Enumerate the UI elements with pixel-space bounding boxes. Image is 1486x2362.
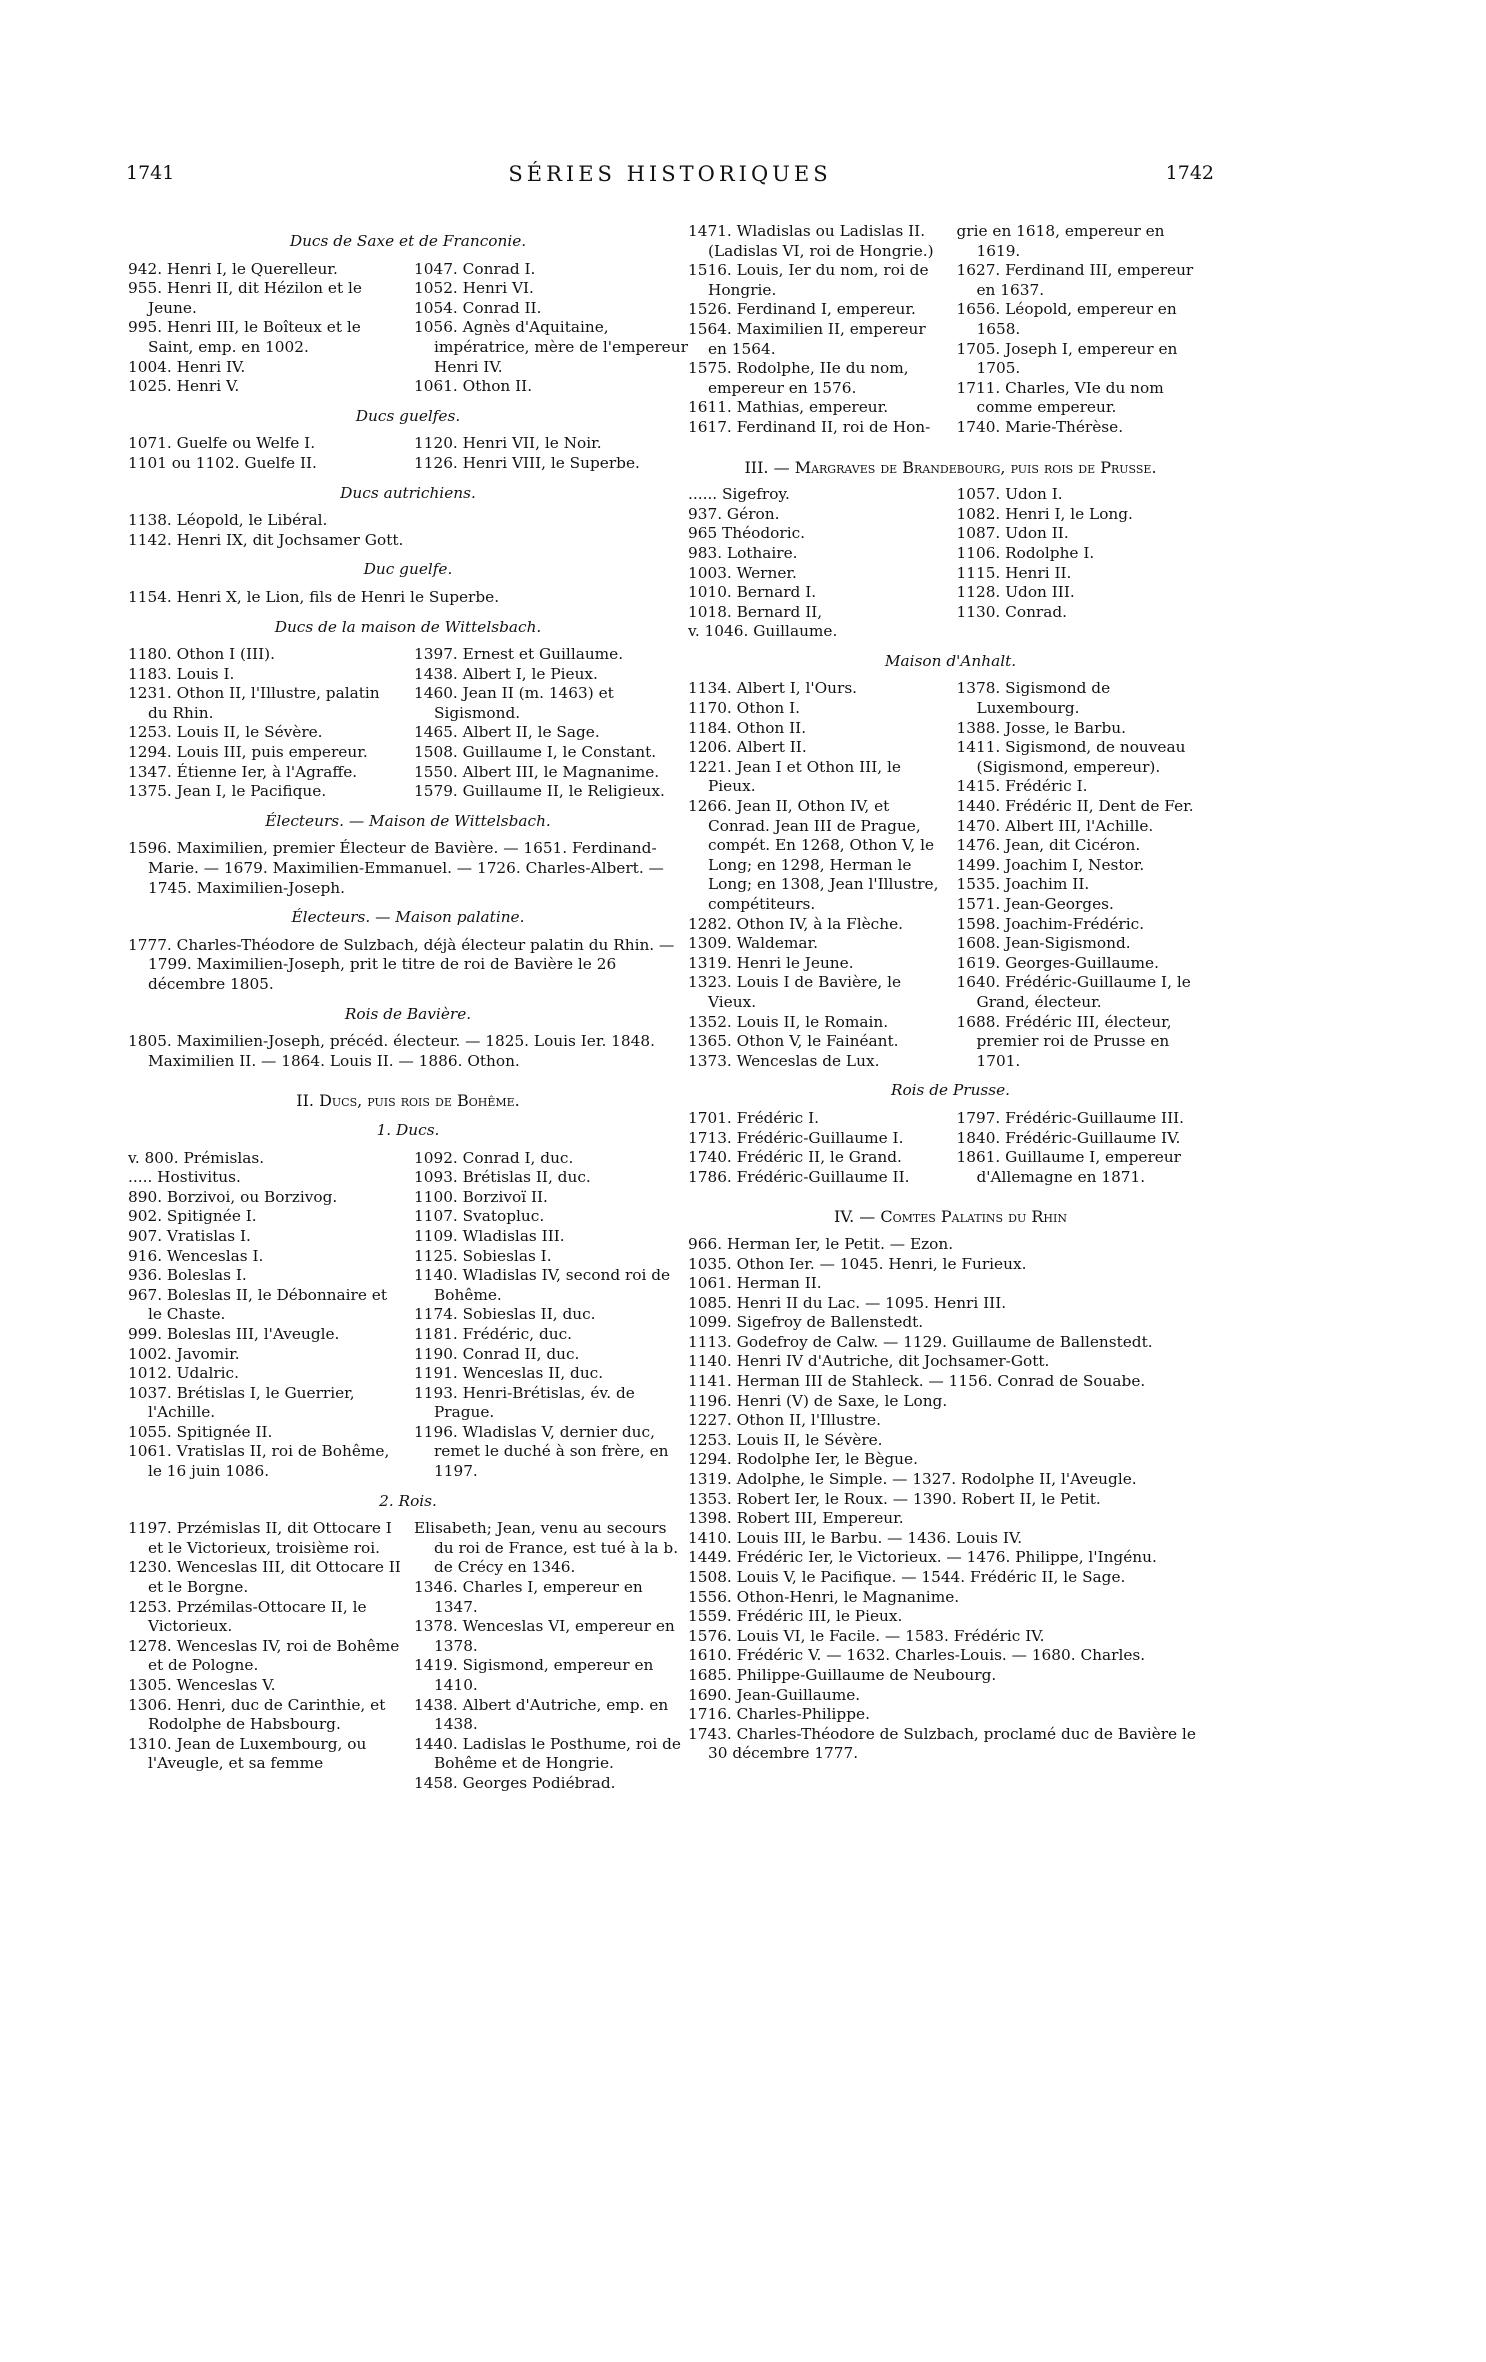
entry: 1134. Albert I, l'Ours. <box>688 679 858 698</box>
entry: 1140. Wladislas IV, second roi de Bohême. <box>414 1266 671 1304</box>
entry: 1183. Louis I. <box>128 664 235 683</box>
entry: 1508. Louis V, le Pacifique. — 1544. Frédéric II, le Sage. <box>688 1568 1126 1586</box>
entry-column <box>128 1149 402 1482</box>
entry-columns <box>688 222 1213 438</box>
entry: 1640. Frédéric-Guillaume I, le Grand, électeur. <box>956 973 1191 1011</box>
entry: 983. Lothaire. <box>688 543 798 562</box>
entry: 1310. Jean de Luxembourg, ou l'Aveugle, et sa femme <box>128 1734 367 1773</box>
entry: 1598. Joachim-Frédéric. <box>956 914 1145 933</box>
entry-columns <box>128 588 688 608</box>
entry: 1061. Vratislas II, roi de Bohême, le 16 juin 1086. <box>128 1442 390 1481</box>
entry: 1294. Louis III, puis empereur. <box>128 743 368 762</box>
entry: 1797. Frédéric-Guillaume III. <box>956 1108 1185 1127</box>
entry: 1061. Herman II. <box>688 1274 822 1293</box>
section-block <box>128 618 688 802</box>
entry: 1197. Przémislas II, dit Ottocare I et le Victorieux, troisième roi. <box>128 1519 392 1557</box>
entry: ..... Hostivitus. <box>128 1168 241 1187</box>
running-title: SÉRIES HISTORIQUES <box>508 162 832 186</box>
entry: 1398. Robert III, Empereur. <box>688 1509 904 1528</box>
entry: 1221. Jean I et Othon III, le Pieux. <box>688 757 901 796</box>
entry: 1701. Frédéric I. <box>688 1108 820 1127</box>
entry: 1054. Conrad II. <box>414 298 542 317</box>
entry-columns <box>688 485 1213 642</box>
entry: 1460. Jean II (m. 1463) et Sigismond. <box>414 684 614 722</box>
entry: 1375. Jean I, le Pacifique. <box>128 782 327 801</box>
entry: 1564. Maximilien II, empereur en 1564. <box>688 319 926 358</box>
entry: 1411. Sigismond, de nouveau (Sigismond, empereur). <box>956 738 1186 776</box>
section-block <box>128 232 688 397</box>
entry: 1319. Henri le Jeune. <box>688 953 854 972</box>
entry: 1085. Henri II du Lac. — 1095. Henri III. <box>688 1293 1007 1312</box>
entry: 1196. Wladislas V, dernier duc, remet le duché à son frère, en 1197. <box>414 1422 669 1481</box>
entry-column <box>957 1109 1214 1187</box>
entry: 1130. Conrad. <box>956 602 1068 621</box>
entry: 1184. Othon II. <box>688 718 807 737</box>
entry-columns <box>128 511 688 550</box>
entry: 1052. Henri VI. <box>414 279 534 298</box>
entry: 1309. Waldemar. <box>688 934 819 953</box>
entry: 955. Henri II, dit Hézilon et le Jeune. <box>128 279 362 317</box>
entry-column <box>128 511 688 550</box>
section-title: IV. — Comtes Palatins du Rhin <box>834 1207 1067 1227</box>
entry: ...... Sigefroy. <box>688 485 790 504</box>
entry: 1685. Philippe-Guillaume de Neubourg. <box>688 1665 997 1684</box>
section-block <box>128 407 688 474</box>
entry: 1611. Mathias, empereur. <box>688 398 889 417</box>
entry: 1037. Brétislas I, le Guerrier, l'Achille. <box>128 1383 355 1422</box>
section-heading: 1. Ducs. <box>376 1120 440 1139</box>
entry: 1353. Robert Ier, le Roux. — 1390. Robert II, le Petit. <box>688 1489 1101 1508</box>
right-column <box>688 222 1213 1772</box>
entry: v. 1046. Guillaume. <box>688 622 838 641</box>
entry: 1142. Henri IX, dit Jochsamer Gott. <box>128 530 404 549</box>
entry: 1438. Albert I, le Pieux. <box>414 664 598 683</box>
entry: 1575. Rodolphe, IIe du nom, empereur en 1576. <box>688 359 909 397</box>
entry: 1181. Frédéric, duc. <box>414 1324 573 1343</box>
section-heading: Rois de Prusse. <box>890 1081 1011 1100</box>
entry: 1840. Frédéric-Guillaume IV. <box>956 1128 1181 1147</box>
entry: 1397. Ernest et Guillaume. <box>414 645 624 664</box>
section-heading: Maison d'Anhalt. <box>884 651 1017 670</box>
entry-column <box>414 434 688 473</box>
entry: 1535. Joachim II. <box>956 875 1090 894</box>
entry: 1012. Udalric. <box>128 1364 239 1383</box>
entry: 1471. Wladislas ou Ladislas II. (Ladislas VI, roi de Hongrie.) <box>688 222 934 260</box>
entry-column <box>128 645 402 802</box>
entry: 1106. Rodolphe I. <box>956 543 1095 562</box>
entry: 1419. Sigismond, empereur en 1410. <box>414 1656 654 1694</box>
entry: 907. Vratislas I. <box>128 1226 251 1245</box>
entry-column <box>957 679 1214 1071</box>
section-block <box>128 1091 688 1111</box>
entry: grie en 1618, empereur en 1619. <box>956 222 1165 260</box>
left-column <box>128 222 688 1802</box>
entry: 1656. Léopold, empereur en 1658. <box>956 300 1177 338</box>
entry: 1458. Georges Podiébrad. <box>414 1773 616 1792</box>
section-title: II. Ducs, puis rois de Bohême. <box>296 1091 520 1111</box>
entry: 1061. Othon II. <box>414 377 533 396</box>
entry: 1294. Rodolphe Ier, le Bègue. <box>688 1450 918 1469</box>
entry-columns <box>128 1149 688 1482</box>
entry: 1347. Étienne Ier, à l'Agraffe. <box>128 762 358 781</box>
entry: 1035. Othon Ier. — 1045. Henri, le Furieux. <box>688 1254 1027 1273</box>
entry-column <box>414 260 688 397</box>
entry: 1440. Ladislas le Posthume, roi de Bohême et de Hongrie. <box>414 1734 681 1773</box>
section-block <box>128 484 688 551</box>
section-heading: 2. Rois. <box>379 1491 437 1510</box>
entry: 1365. Othon V, le Fainéant. <box>688 1032 899 1051</box>
entry: 1740. Marie-Thérèse. <box>956 417 1124 436</box>
entry: 1526. Ferdinand I, empereur. <box>688 300 916 319</box>
entry: 1002. Javomir. <box>128 1344 240 1363</box>
entry: 1100. Borzivoï II. <box>414 1187 548 1206</box>
entry: 1099. Sigefroy de Ballenstedt. <box>688 1313 924 1332</box>
entry: 1305. Wenceslas V. <box>128 1676 276 1694</box>
section-paragraph: 1777. Charles-Théodore de Sulzbach, déjà électeur palatin du Rhin. — 1799. Maximilien-Joseph, prit le titre de roi de Bavière le 26 décembre 1805. <box>128 935 675 993</box>
entry: 902. Spitignée I. <box>128 1207 257 1226</box>
section-heading: Ducs guelfes. <box>355 406 461 425</box>
entry: 1170. Othon I. <box>688 699 801 718</box>
entry-column <box>128 588 688 608</box>
section-block <box>128 812 688 898</box>
entry: 1227. Othon II, l'Illustre. <box>688 1411 881 1430</box>
entry-columns <box>688 679 1213 1071</box>
entry: 1055. Spitignée II. <box>128 1422 273 1441</box>
section-block <box>688 652 1213 1071</box>
entry: 1449. Frédéric Ier, le Victorieux. — 1476. Philippe, l'Ingénu. <box>688 1548 1157 1567</box>
entry: 1319. Adolphe, le Simple. — 1327. Rodolphe II, l'Aveugle. <box>688 1470 1137 1489</box>
section-heading: Ducs de Saxe et de Franconie. <box>289 232 527 250</box>
entry: 1716. Charles-Philippe. <box>688 1705 870 1724</box>
entry: 1087. Udon II. <box>956 524 1069 543</box>
entry: 1253. Louis II, le Sévère. <box>128 723 323 742</box>
entry: 1025. Henri V. <box>128 377 240 396</box>
section-heading: Duc guelfe. <box>363 560 453 579</box>
entry: 1550. Albert III, le Magnanime. <box>414 762 660 781</box>
entry: 1688. Frédéric III, électeur, premier roi de Prusse en 1701. <box>956 1012 1172 1070</box>
entry: 942. Henri I, le Querelleur. <box>128 259 338 278</box>
entry: 1388. Josse, le Barbu. <box>956 718 1126 737</box>
entry: 1713. Frédéric-Guillaume I. <box>688 1128 904 1147</box>
entry: 1711. Charles, VIe du nom comme empereur. <box>956 378 1164 417</box>
entry: 1465. Albert II, le Sage. <box>414 723 600 742</box>
entry: 1440. Frédéric II, Dent de Fer. <box>956 797 1194 816</box>
entry: 1231. Othon II, l'Illustre, palatin du Rhin. <box>128 684 380 722</box>
entry: 1579. Guillaume II, le Religieux. <box>414 782 665 801</box>
entry: 1690. Jean-Guillaume. <box>688 1685 861 1704</box>
entry-column <box>688 679 945 1071</box>
entry: 1476. Jean, dit Cicéron. <box>956 836 1141 855</box>
entry: 1378. Sigismond de Luxembourg. <box>956 679 1111 718</box>
entry: 1306. Henri, duc de Carinthie, et Rodolphe de Habsbourg. <box>128 1695 386 1734</box>
entry: 1193. Henri-Brétislas, év. de Prague. <box>414 1383 635 1422</box>
entry: 1174. Sobieslas II, duc. <box>414 1305 596 1324</box>
entry-column <box>688 485 945 642</box>
page-number-right: 1742 <box>1165 162 1214 184</box>
entry: 1125. Sobieslas I. <box>414 1246 552 1265</box>
entry: 1470. Albert III, l'Achille. <box>956 816 1154 835</box>
entry: 1128. Udon III. <box>956 583 1075 602</box>
section-block <box>128 1121 688 1482</box>
entry: 1101 ou 1102. Guelfe II. <box>128 453 317 472</box>
entry: 1141. Herman III de Stahleck. — 1156. Conrad de Souabe. <box>688 1372 1146 1391</box>
section-heading: Ducs autrichiens. <box>340 483 476 502</box>
entry: 1378. Wenceslas VI, empereur en 1378. <box>414 1617 675 1655</box>
entry: 1206. Albert II. <box>688 738 807 757</box>
entry: 936. Boleslas I. <box>128 1266 247 1285</box>
entry: 1861. Guillaume I, empereur d'Allemagne en 1871. <box>956 1148 1181 1186</box>
entry-column <box>414 1149 688 1482</box>
entry: 1499. Joachim I, Nestor. <box>956 855 1145 874</box>
entry: 995. Henri III, le Boîteux et le Saint, emp. en 1002. <box>128 318 361 356</box>
entry-columns <box>128 645 688 802</box>
entry-columns <box>128 260 688 397</box>
section-block <box>688 222 1213 438</box>
entry-columns <box>128 434 688 473</box>
entry: 965 Théodoric. <box>688 524 806 543</box>
entry: 1410. Louis III, le Barbu. — 1436. Louis IV. <box>688 1528 1023 1547</box>
section-block <box>128 908 688 994</box>
entry: 1253. Przémilas-Ottocare II, le Victorieux. <box>128 1597 367 1636</box>
entry: 1120. Henri VII, le Noir. <box>414 434 602 453</box>
entry: 1057. Udon I. <box>956 485 1063 504</box>
section-title: III. — Margraves de Brandebourg, puis rois de Prusse. <box>744 457 1157 477</box>
entry: 1282. Othon IV, à la Flèche. <box>688 914 904 933</box>
section-heading: Rois de Bavière. <box>344 1004 472 1023</box>
entry: 1056. Agnès d'Aquitaine, impératrice, mère de l'empereur Henri IV. <box>414 318 688 376</box>
section-paragraph: 1596. Maximilien, premier Électeur de Bavière. — 1651. Ferdinand-Marie. — 1679. Maximilien-Emmanuel. — 1726. Charles-Albert. — 1745. Maximilien-Joseph. <box>128 839 664 897</box>
entry: 1373. Wenceslas de Lux. <box>688 1051 880 1070</box>
entry: 1093. Brétislas II, duc. <box>414 1168 591 1187</box>
entry-column <box>414 645 688 802</box>
entry: 1352. Louis II, le Romain. <box>688 1012 889 1031</box>
entry: 1154. Henri X, le Lion, fils de Henri le Superbe. <box>128 587 500 606</box>
entry: 1047. Conrad I. <box>414 259 536 278</box>
entry: 1140. Henri IV d'Autriche, dit Jochsamer-Gott. <box>688 1352 1050 1371</box>
entry: 1196. Henri (V) de Saxe, le Long. <box>688 1391 948 1410</box>
entry: 1191. Wenceslas II, duc. <box>414 1364 604 1383</box>
entry: 1627. Ferdinand III, empereur en 1637. <box>956 261 1194 299</box>
entry-column <box>957 485 1214 642</box>
entry: 890. Borzivoi, ou Borzivog. <box>128 1187 338 1206</box>
entry: 1743. Charles-Théodore de Sulzbach, proclamé duc de Bavière le 30 décembre 1777. <box>688 1724 1196 1763</box>
entry: Elisabeth; Jean, venu au secours du roi de France, est tué à la b. de Crécy en 1346. <box>414 1519 679 1577</box>
entry: 1071. Guelfe ou Welfe I. <box>128 434 316 453</box>
entry: 1126. Henri VIII, le Superbe. <box>414 453 640 472</box>
section-heading: Électeurs. — Maison de Wittelsbach. <box>265 811 551 830</box>
section-block <box>688 485 1213 642</box>
section-block <box>688 1207 1213 1227</box>
entry-column <box>128 1519 402 1793</box>
entry: 1619. Georges-Guillaume. <box>956 953 1159 972</box>
page-number-left: 1741 <box>126 162 175 184</box>
section-block <box>688 1235 1213 1764</box>
entry: 1109. Wladislas III. <box>414 1226 565 1245</box>
section-block <box>128 1005 688 1072</box>
section-block <box>128 1492 688 1794</box>
page-header <box>126 162 1214 202</box>
entry: 1115. Henri II. <box>956 563 1072 582</box>
entry: 966. Herman Ier, le Petit. — Ezon. <box>688 1234 954 1253</box>
entry-columns <box>128 1519 688 1793</box>
entry: 1740. Frédéric II, le Grand. <box>688 1148 902 1167</box>
section-block <box>688 1081 1213 1187</box>
entry: 999. Boleslas III, l'Aveugle. <box>128 1324 340 1343</box>
entry: 1705. Joseph I, empereur en 1705. <box>956 339 1178 378</box>
entry-column <box>957 222 1214 438</box>
entry: 1610. Frédéric V. — 1632. Charles-Louis. — 1680. Charles. <box>688 1646 1146 1665</box>
entry: 1559. Frédéric III, le Pieux. <box>688 1607 903 1626</box>
section-heading: Ducs de la maison de Wittelsbach. <box>274 617 542 636</box>
entry: 1438. Albert d'Autriche, emp. en 1438. <box>414 1695 669 1734</box>
entry: 1346. Charles I, empereur en 1347. <box>414 1578 643 1616</box>
section-block <box>688 458 1213 478</box>
entry-column <box>128 260 402 397</box>
entry: 1003. Werner. <box>688 563 797 582</box>
entry: 1138. Léopold, le Libéral. <box>128 511 328 530</box>
entry: 1571. Jean-Georges. <box>956 895 1114 913</box>
entry: 1323. Louis I de Bavière, le Vieux. <box>688 973 902 1011</box>
entry: 1415. Frédéric I. <box>956 777 1088 796</box>
entry: 1508. Guillaume I, le Constant. <box>414 743 657 762</box>
entry-columns <box>688 1109 1213 1187</box>
entry: 1092. Conrad I, duc. <box>414 1148 574 1167</box>
entry: 1786. Frédéric-Guillaume II. <box>688 1167 910 1186</box>
section-heading: Électeurs. — Maison palatine. <box>291 908 525 927</box>
entry: 1556. Othon-Henri, le Magnanime. <box>688 1587 960 1606</box>
entry: 1608. Jean-Sigismond. <box>956 934 1131 953</box>
entry: 1018. Bernard II, <box>688 602 823 621</box>
entry: v. 800. Prémislas. <box>128 1148 265 1167</box>
entry: 937. Géron. <box>688 504 780 523</box>
entry-column <box>128 434 402 473</box>
entry: 1516. Louis, Ier du nom, roi de Hongrie. <box>688 261 929 299</box>
entry: 1004. Henri IV. <box>128 357 246 376</box>
section-paragraph: 1805. Maximilien-Joseph, précéd. électeur. — 1825. Louis Ier. 1848. Maximilien II. — 1864. Louis II. — 1886. Othon. <box>128 1032 655 1070</box>
entry: 916. Wenceslas I. <box>128 1246 264 1265</box>
entry: 1576. Louis VI, le Facile. — 1583. Frédéric IV. <box>688 1626 1045 1645</box>
section-block <box>128 560 688 607</box>
entry-column <box>688 1109 945 1187</box>
entry: 1082. Henri I, le Long. <box>956 504 1133 523</box>
entry: 1266. Jean II, Othon IV, et Conrad. Jean III de Prague, compét. En 1268, Othon V, le Long; en 1298, Herman le Long; en 1308, Jean l'Illustre, compétiteurs. <box>688 797 939 913</box>
entry-column <box>688 222 945 438</box>
entry: 1253. Louis II, le Sévère. <box>688 1430 883 1449</box>
entry: 1230. Wenceslas III, dit Ottocare II et le Borgne. <box>128 1558 401 1597</box>
entry: 1107. Svatopluc. <box>414 1207 545 1226</box>
entry: 1278. Wenceslas IV, roi de Bohême et de Pologne. <box>128 1636 400 1675</box>
entry: 1010. Bernard I. <box>688 583 817 602</box>
entry: 1617. Ferdinand II, roi de Hon- <box>688 417 931 436</box>
entry: 967. Boleslas II, le Débonnaire et le Chaste. <box>128 1285 387 1324</box>
entry: 1113. Godefroy de Calw. — 1129. Guillaume de Ballenstedt. <box>688 1332 1153 1351</box>
entry-column <box>414 1519 688 1793</box>
entry: 1190. Conrad II, duc. <box>414 1344 580 1363</box>
entry: 1180. Othon I (III). <box>128 645 275 664</box>
